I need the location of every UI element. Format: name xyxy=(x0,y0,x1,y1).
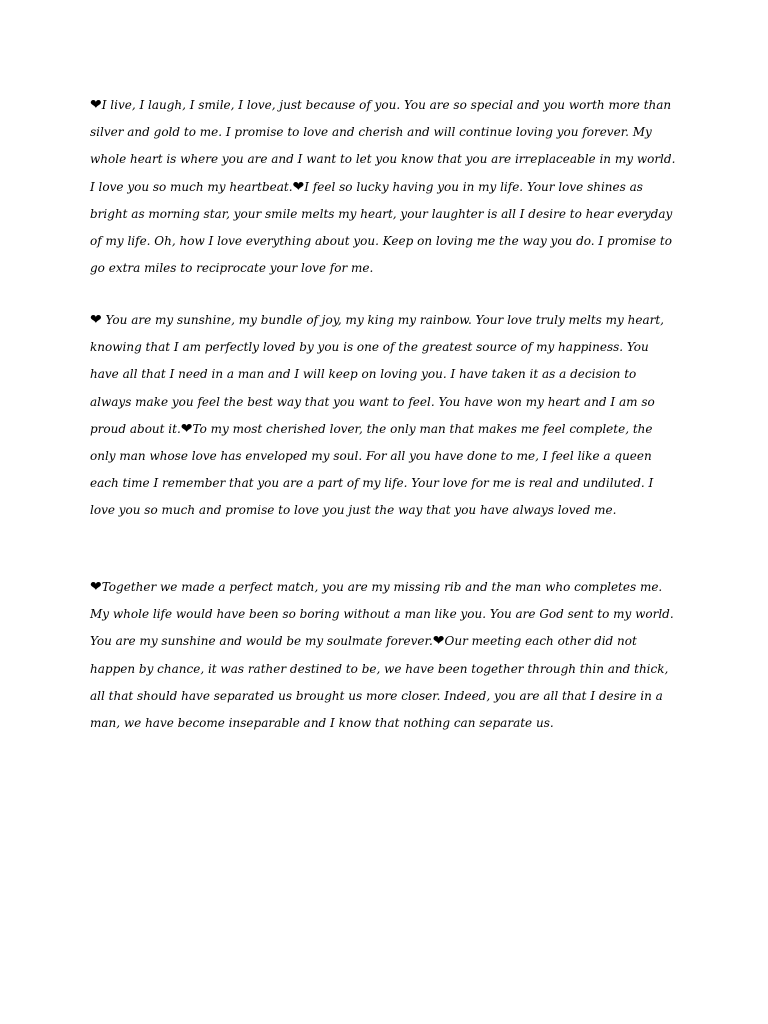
paragraph-2-segment-1: You are my sunshine, my bundle of joy, my king my rainbow. Your love truly melts my heart, knowing that I am perfectly loved by you is one of the greatest source of my happiness. You have all that I need in a man and I will keep on loving you. I have taken it as a decision to always make you feel the best way that you want to feel. You have won my heart and I am so proud about it. xyxy=(90,313,664,436)
paragraph-2 xyxy=(90,307,680,525)
heart-icon: ❤ xyxy=(292,178,305,195)
heart-icon: ❤ xyxy=(90,97,102,113)
heart-icon: ❤ xyxy=(180,420,193,437)
paragraph-3-segment-2: Our meeting each other did not happen by chance, it was rather destined to be, we have been together through thin and thick, all that should have separated us brought us more closer. Indeed, you are all that I desire in a man, we have become inseparable and I know that nothing can separate us. xyxy=(90,634,669,731)
paragraph-1-segment-2: I feel so lucky having you in my life. Your love shines as bright as morning star, your smile melts my heart, your laughter is all I desire to hear everyday of my life. Oh, how I love everything about you. Keep on loving me the way you do. I promise to go extra miles to reciprocate your love for me. xyxy=(90,179,673,276)
heart-icon: ❤ xyxy=(432,633,445,650)
heart-icon: ❤ xyxy=(90,312,102,328)
paragraph-3 xyxy=(90,574,680,737)
paragraph-2-segment-2: To my most cherished lover, the only man that makes me feel complete, the only man whose love has enveloped my soul. For all you have done to me, I feel like a queen each time I remember that you are a part of my life. Your love for me is real and undiluted. I love you so much and promise to love you just the way that you have always loved me. xyxy=(90,421,654,518)
heart-icon: ❤ xyxy=(90,579,102,595)
paragraph-1-segment-1: I live, I laugh, I smile, I love, just because of you. You are so special and you worth more than silver and gold to me. I promise to love and cherish and will continue loving you forever. My whole heart is where you are and I want to let you know that you are irreplaceable in my world. I love you so much my heartbeat. xyxy=(90,98,676,194)
paragraph-1 xyxy=(90,92,680,282)
paragraph-3-segment-1: Together we made a perfect match, you are my missing rib and the man who completes me. My whole life would have been so boring without a man like you. You are God sent to my world. You are my sunshine and would be my soulmate forever. xyxy=(90,580,674,649)
